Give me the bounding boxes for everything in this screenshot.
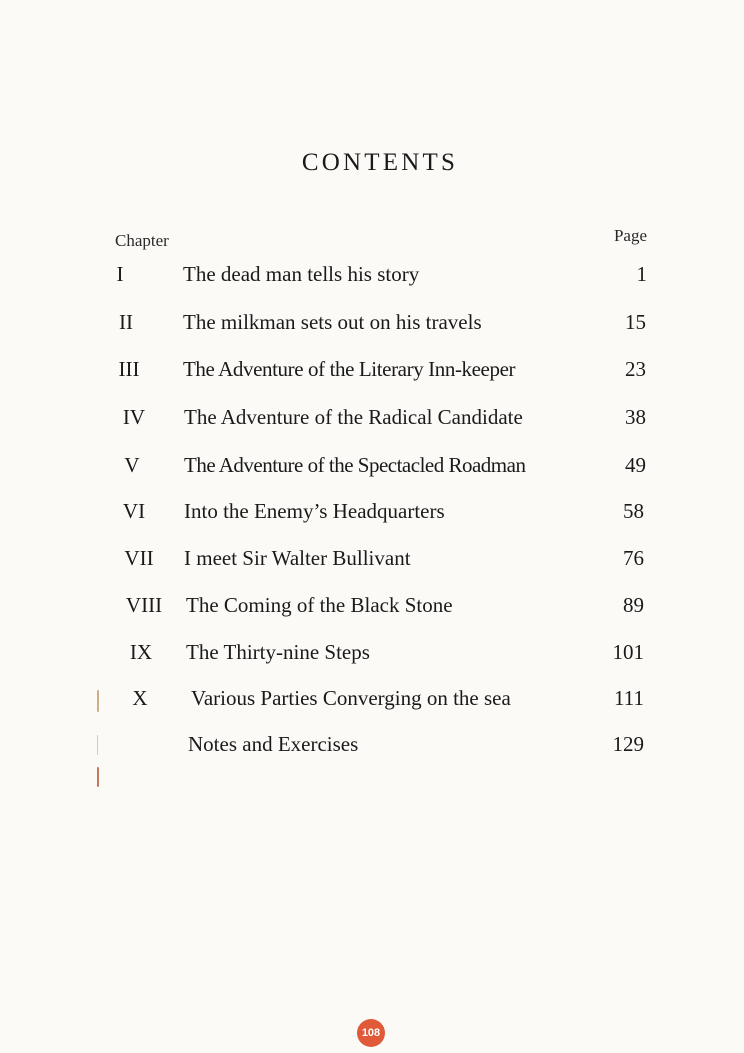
chapter-number: VIII [125,593,163,617]
chapter-number: V [124,453,140,477]
chapter-number: II [119,310,133,334]
toc-entry [0,590,744,620]
margin-mark [97,767,99,787]
toc-entry [0,450,744,480]
margin-mark [97,690,99,712]
chapter-number: IV [122,405,146,429]
chapter-number: III [118,357,140,381]
chapter-number: VI [122,499,146,523]
toc-entry [0,496,744,526]
chapter-column-header: Chapter [115,231,169,250]
page-number: 101 [612,640,644,664]
chapter-title: The Coming of the Black Stone [186,593,453,617]
chapter-title: Various Parties Converging on the sea [191,686,511,710]
toc-entry [0,402,744,432]
chapter-title: The Adventure of the Radical Candidate [184,405,523,429]
chapter-number: VII [124,546,154,570]
toc-entry [0,259,744,289]
page-number: 49 [625,453,646,477]
page-number: 76 [623,546,644,570]
chapter-number: I [116,262,124,286]
chapter-title: The milkman sets out on his travels [183,310,482,334]
chapter-number: IX [129,640,153,664]
page-column-header: Page [613,226,647,245]
chapter-title: Notes and Exercises [188,732,359,756]
chapter-title: Into the Enemy’s Headquarters [184,499,445,523]
page-title: CONTENTS [301,149,459,176]
page-number: 58 [623,499,644,523]
page-number-badge: 108 [357,1019,385,1047]
chapter-title: The Adventure of the Literary Inn-keeper [183,357,516,381]
toc-entry [0,307,744,337]
margin-mark [97,735,98,755]
page-number: 129 [612,732,644,756]
page-number: 111 [614,686,644,710]
chapter-title: The dead man tells his story [183,262,420,286]
chapter-title: The Adventure of the Spectacled Roadman [184,453,526,477]
toc-entry [0,683,744,713]
toc-entry [0,637,744,667]
toc-entry [0,354,744,384]
toc-entry [0,729,744,759]
page-number: 38 [625,405,646,429]
page-number: 15 [625,310,646,334]
toc-entry [0,543,744,573]
chapter-number: X [132,686,148,710]
chapter-title: I meet Sir Walter Bullivant [184,546,411,570]
page-number: 23 [625,357,646,381]
chapter-title: The Thirty-nine Steps [186,640,370,664]
page-number: 1 [636,262,647,286]
page-number: 89 [623,593,644,617]
